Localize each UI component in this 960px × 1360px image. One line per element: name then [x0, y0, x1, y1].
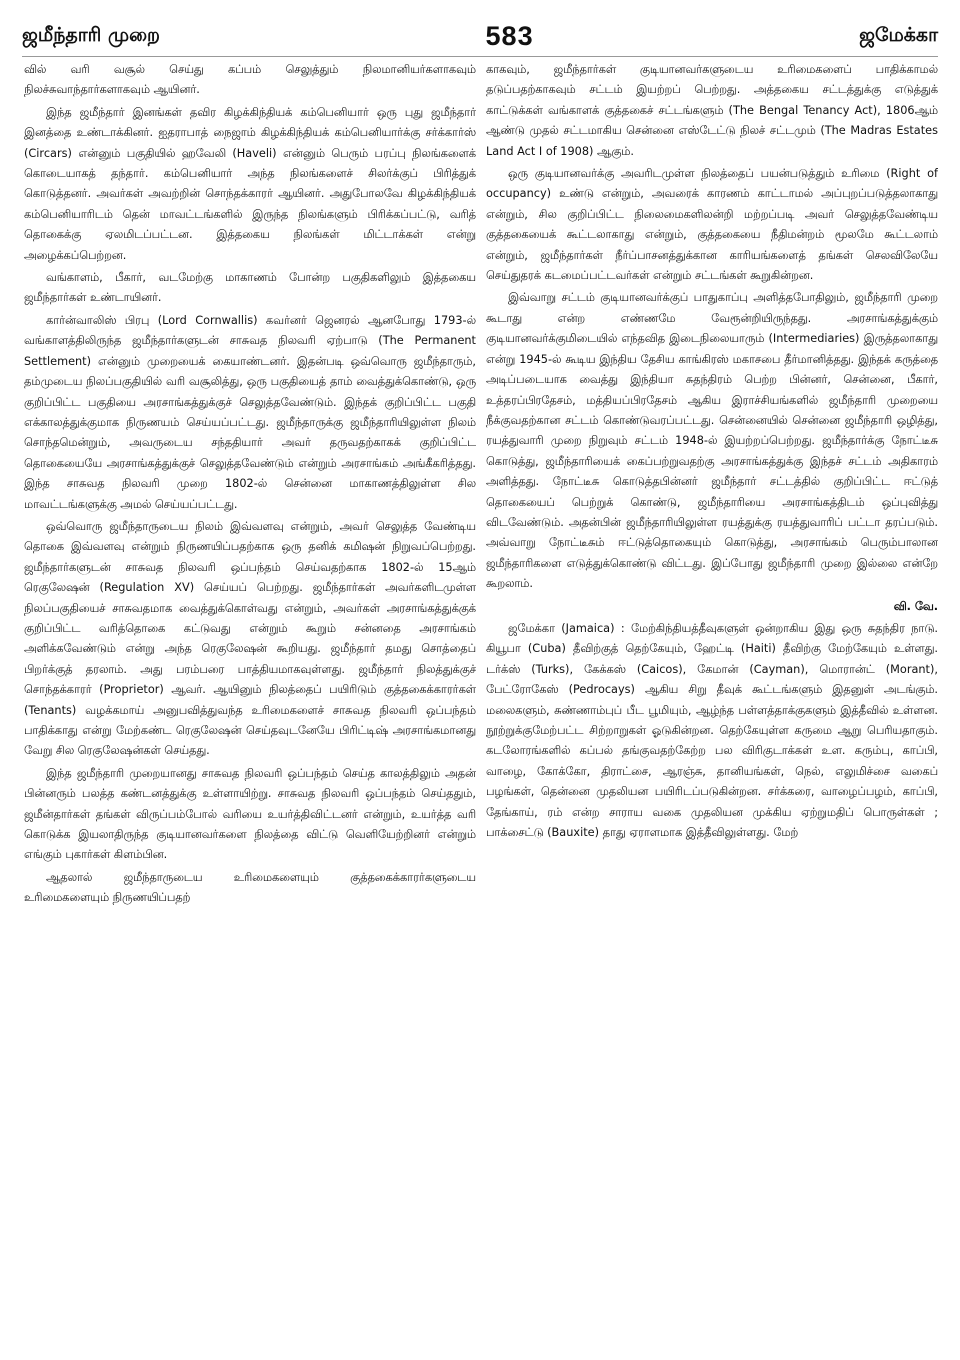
entry-jamaica: ஜமேக்கா (Jamaica) : மேற்கிந்தியத்தீவுகளுள் ஒன்றாகிய இது ஒரு சுதந்திர நாடு. கியூபா (Cuba) தீவிற்குத் தெற்கேயும், ஹேட்டி (Haiti) தீவிற்கு மேற்கேயும் உள்ளது. டர்க்ஸ் (Turks), கேக்கஸ் (Caicos), கேமான் (Cayman), மொரான்ட் (Morant), பேட்ரோகேஸ் (Pedrocays) ஆகிய சிறு தீவுக் கூட்டங்களும் இதனுள் அடங்கும். மலைகளும், சுண்ணாம்புப் பீட பூமியும், ஆழ்ந்த பள்ளத்தாக்குகளும் இத்தீவில் உள்ளன. நூற்றுக்குமேற்பட்ட சிற்றாறுகள் ஓடுகின்றன. தெற்கேயுள்ள கருமை ஆறு பெரியதாகும். கடலோரங்களில் கப்பல் தங்குவதற்கேற்ற பல விரிகுடாக்கள் உள. கரும்பு, காப்பி, வாழை, கோக்கோ, திராட்சை, ஆரஞ்சு, தானியங்கள், நெல், எலுமிச்சை வகைப் பழங்கள், தென்னை முதலியன பயிரிடப்படுகின்றன. சர்க்கரை, வாழைப்பழம், காப்பி, தேங்காய், ரம் என்ற சாராய வகை முதலியன முக்கிய ஏற்றுமதிப் பொருள்கள் ; பாக்சைட்டு (Bauxite) தாது ஏராளமாக இத்தீவிலுள்ளது. மேற்: [486, 621, 938, 840]
page-header: [22, 16, 938, 57]
paragraph: வில் வரி வசூல் செய்து கப்பம் செலுத்தும் நிலமானியர்களாகவும் நிலச்சுவாந்தார்களாகவும் ஆயினர்.: [24, 63, 476, 97]
running-head-right: ஜமேக்கா: [859, 23, 938, 46]
paragraph: வங்காளம், பீகார், வடமேற்கு மாகாணம் போன்ற பகுதிகளிலும் இத்தகைய ஜமீந்தார்கள் உண்டாயினர்.: [24, 271, 476, 305]
paragraph: இவ்வாறு சட்டம் குடியானவர்க்குப் பாதுகாப்பு அளித்தபோதிலும், ஜமீந்தாரி முறை கூடாது என்ற எண்ணமே வேரூன்றியிருந்தது. அரசாங்கத்துக்கும் குடியானவர்க்குமிடையில் எந்தவித இடைநிலையாரும் (Intermediaries) இருத்தலாகாது என்று 1945-ல் கூடிய இந்திய தேசிய காங்கிரஸ் மகாசபை தீர்மானித்தது. இந்தக் கருத்தை அடிப்படையாக வைத்து இந்தியா சுதந்திரம் பெற்ற பின்னர், சென்னை, பீகார், உத்தரப்பிரதேசம், மத்தியப்பிரதேசம் ஆகிய இராச்சியங்களில் ஜமீந்தாரி முறையை நீக்குவதற்கான சட்டம் கொண்டுவரப்பட்டது. சென்னையில் சென்னை ஜமீந்தாரி ஒழித்து, ரயத்துவாரி முறை நிறுவும் சட்டம் 1948-ல் இயற்றப்பெற்றது. ஜமீந்தார்க்கு நோட்டீசு கொடுத்து, ஜமீந்தாரியைக் கைப்பற்றுவதற்கு அரசாங்கத்துக்கு இந்தச் சட்டம் அதிகாரம் அளித்தது. நோட்டீசு கொடுத்தபின்னர் ஜமீந்தார் சட்டத்தில் குறிப்பிட்ட ஈட்டுத் தொகையைப் பெற்றுக் கொண்டு, ஜமீந்தாரியை அரசாங்கத்திடம் ஒப்புவித்து விடவேண்டும். அதன்பின் ஜமீந்தாரியிலுள்ள ரயத்துக்கு ரயத்துவாரிப் பட்டா தரப்படும். அவ்வாறு நோட்டீசும் ஈட்டுத்தொகையும் கொடுத்து, அரசாங்கம் பெரும்பாலான ஜமீந்தாரிகளை எடுத்துக்கொண்டு விட்டது. இப்போது ஜமீந்தாரி முறை இல்லை என்றே கூறலாம்.: [486, 291, 938, 591]
page-number: 583: [485, 20, 534, 51]
right-column: [486, 60, 938, 1352]
paragraph: காகவும், ஜமீந்தார்கள் குடியானவர்களுடைய உரிமைகளைப் பாதிக்காமல் தடுப்பதற்காகவும் சட்டம் இயற்றப் பெற்றது. அத்தகைய சட்டத்துக்கு எடுத்துக் காட்டுக்கள் வங்காளக் குத்தகைச் சட்டங்களும் (The Bengal Tenancy Act), 1806ஆம் ஆண்டு முதல் சட்டமாகிய சென்னை எஸ்டேட்டு நிலச் சட்டமும் (The Madras Estates Land Act I of 1908) ஆகும்.: [486, 63, 938, 158]
paragraph: ஒரு குடியானவர்க்கு அவரிடமுள்ள நிலத்தைப் பயன்படுத்தும் உரிமை (Right of occupancy) உண்டு என்றும், அவரைக் காரணம் காட்டாமல் அப்புறப்படுத்தலாகாது என்றும், சில குறிப்பிட்ட நிலைமைகளிலன்றி மற்றப்படி அவர் செலுத்தவேண்டிய குத்தகையைக் கூட்டலாகாது என்றும், குத்தகையை நீதிமன்றம் மூலமே கூட்டலாம் என்றும், ஜமீந்தார்கள் நீர்ப்பாசனத்துக்கான காரியங்களைத் தங்கள் செலவிலேயே செய்துதரக் கடமைப்பட்டவர்கள் என்றும் சட்டங்கள் கூறுகின்றன.: [486, 167, 938, 283]
paragraph: ஆதலால் ஜமீந்தாருடைய உரிமைகளையும் குத்தகைக்காரர்களுடைய உரிமைகளையும் நிருணயிப்பதற்: [24, 870, 476, 905]
paragraph: இந்த ஜமீந்தாரி முறையானது சாசுவத நிலவரி ஒப்பந்தம் செய்த காலத்திலும் அதன் பின்னரும் பலத்த கண்டனத்துக்கு உள்ளாயிற்று. சாசுவத நிலவரி ஒப்பந்தம் செய்ததும், ஜமீன்தார்கள் தங்கள் விருப்பம்போல் வரியை உயர்த்திவிட்டனர் என்றும், உயர்த்த வரி கொடுக்க இயலாதிருந்த குடியானவர்களை நிலத்தை விட்டு வெளியேற்றினர் என்றும் எங்கும் புகார்கள் கிளம்பின.: [24, 766, 476, 862]
left-column: [24, 60, 476, 1352]
author-signature: வி. வே.: [893, 599, 938, 613]
paragraph: இந்த ஜமீந்தார் இனங்கள் தவிர கிழக்கிந்தியக் கம்பெனியார் ஒரு புது ஜமீந்தார் இனத்தை உண்டாக்கினர். ஐதராபாத் நைஜாம் கிழக்கிந்தியக் கம்பெனியார்க்கு சர்க்கார்ஸ் (Circars) என்னும் பகுதியில் ஹவேலி (Haveli) என்னும் பெரும் பரப்பு நிலங்களைக் கொடையாகத் தந்தார். கம்பெனியார் அந்த நிலங்களைச் சிலர்க்குப் பிரித்துக் கொடுத்தனர். அவர்கள் அவற்றின் சொந்தக்காரர் ஆயினர். அதுபோலவே கிழக்கிந்தியக் கம்பெனியாரிடம் தென் மாவட்டங்களில் இருந்த நிலங்களும் பிரிக்கப்பட்டு, வரித் தொகைக்கு ஏலமிடப்பட்டன. இத்தகைய நிலங்கள் மிட்டாக்கள் என்று அழைக்கப்பெற்றன.: [24, 105, 476, 262]
paragraph: கார்ன்வாலிஸ் பிரபு (Lord Cornwallis) கவர்னர் ஜெனரல் ஆனபோது 1793-ல் வங்காளத்திலிருந்த ஜமீந்தார்களுடன் சாசுவத நிலவரி ஏற்பாடு (The Permanent Settlement) என்னும் முறையைக் கையாண்டனர். இதன்படி ஒவ்வொரு ஜமீந்தாரும், தம்முடைய நிலப்பகுதியில் வரி வசூலித்து, ஒரு பகுதியைத் தாம் வைத்துக்கொண்டு, ஒரு குறிப்பிட்ட பகுதியை அரசாங்கத்துக்குச் செலுத்தவேண்டும். இந்தக் குறிப்பிட்ட பகுதி எக்காலத்துக்குமாக நிருணயம் செய்யப்பட்டது. ஜமீந்தாருக்கு ஜமீந்தாரியிலுள்ள நிலம் சொந்தமென்றும், அவருடைய சந்ததியார் அவர் தருவதற்காகக் குறிப்பிட்ட தொகையையே அரசாங்கத்துக்குச் செலுத்தவேண்டும் என்றும் அரசாங்கம் அங்கீகரித்தது. இந்த சாசுவத நிலவரி முறை 1802-ல் சென்னை மாகாணத்திலுள்ள சில மாவட்டங்களுக்கு அமல் செய்யப்பட்டது.: [24, 313, 476, 511]
paragraph: ஒவ்வொரு ஜமீந்தாருடைய நிலம் இவ்வளவு என்றும், அவர் செலுத்த வேண்டிய தொகை இவ்வளவு என்றும் நிருணயிப்பதற்காக ஒரு தனிக் கமிஷன் நிறுவப்பெற்றது. ஜமீந்தார்களுடன் சாசுவத நிலவரி ஒப்பந்தம் செய்வதற்காக 1802-ல் 15ஆம் ரெகுலேஷன் (Regulation XV) செய்யப் பெற்றது. ஜமீந்தார்கள் அவர்களிடமுள்ள நிலப்பகுதியைச் சாசுவதமாக வைத்துக்கொள்வது என்றும், அவர்கள் அரசாங்கத்துக்குக் குறிப்பிட்ட வரித்தொகை கட்டுவது என்றும் கூறும் சன்னதை அரசாங்கம் அளிக்கவேண்டும் என்று அந்த ரெகுலேஷன் கூறியது. ஜமீந்தார் தமது சொத்தைப் பிறர்க்குத் தரலாம். அது பரம்பரை பாத்தியமாகவுள்ளது. ஜமீந்தார் நிலத்துக்குச் சொந்தக்காரர் (Proprietor) ஆவர். ஆயினும் நிலத்தைப் பயிரிடும் குத்தகைக்காரர்கள் (Tenants) வழக்கமாய் அனுபவித்துவந்த உரிமைகளைச் சாசுவத நிலவரி ஒப்பந்தம் பாதிக்காது என்று மேற்கண்ட ரெகுலேஷன் செய்தவுடனேயே பிரிட்டிஷ் அரசாங்கமானது வேறு சில ரெகுலேஷன்கள் செய்தது.: [24, 519, 476, 758]
text-columns: [24, 60, 938, 1352]
running-head-left: ஜமீந்தாரி முறை: [22, 23, 160, 46]
